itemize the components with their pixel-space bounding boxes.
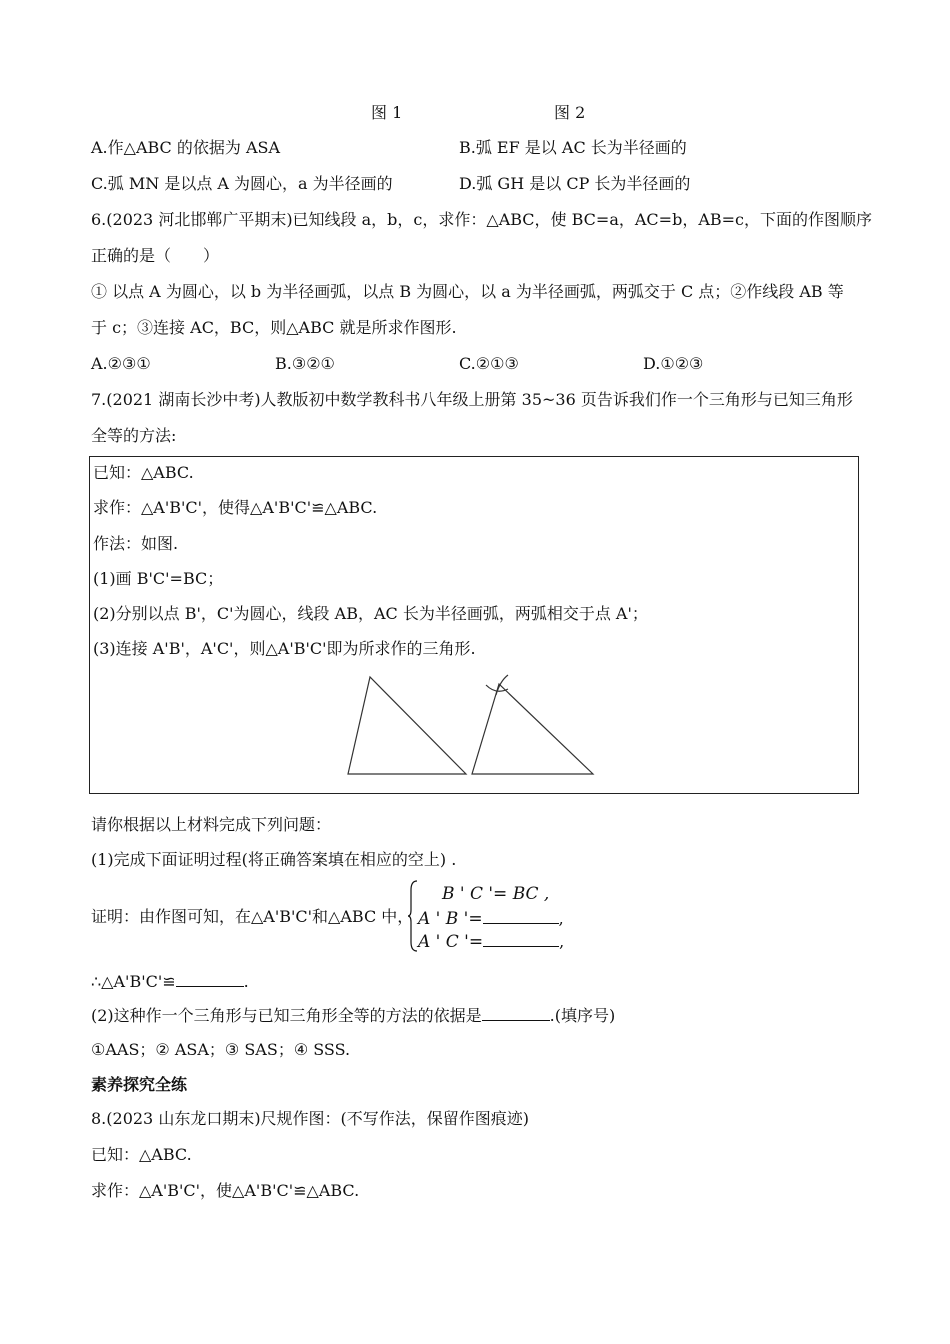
box-method: 作法：如图. [93,534,179,553]
system-brace [408,880,418,952]
q6-stem-line2: 正确的是（ ） [91,246,220,265]
triangle-a2b2c2 [472,684,593,774]
system-line-2-label: A ' B '= [418,909,483,929]
q7-instruction: 请你根据以上材料完成下列问题： [91,815,332,834]
q7-stem-line2: 全等的方法: [91,426,177,445]
box-known: 已知：△ABC. [93,463,194,482]
q5-option-b: B.弧 EF 是以 AC 长为半径画的 [459,138,687,157]
q6-steps-line1: ① 以点 A 为圆心，以 b 为半径画弧，以点 B 为圆心，以 a 为半径画弧，两弧交于 C 点；②作线段 AB 等 [91,282,844,301]
q7-choices: ①AAS；② ASA；③ SAS；④ SSS. [91,1040,351,1059]
blank-ac[interactable] [483,930,559,947]
figure-2-caption: 图 2 [554,103,586,122]
therefore-period: . [243,972,249,991]
q8-stem: 8.(2023 山东龙口期末)尺规作图：(不写作法，保留作图痕迹) [91,1109,530,1128]
q7-part1: (1)完成下面证明过程(将正确答案填在相应的空上) . [91,850,457,869]
box-step-2: (2)分别以点 B'，C'为圆心，线段 AB，AC 长为半径画弧，两弧相交于点 A'； [93,604,648,623]
construction-figure [330,665,620,795]
q5-option-c: C.弧 MN 是以点 A 为圆心，a 为半径画的 [91,174,393,193]
q7-stem-line1: 7.(2021 湖南长沙中考)人教版初中数学教科书八年级上册第 35~36 页告诉我们作一个三角形与已知三角形 [91,390,853,409]
system-line-2-comma: , [558,909,564,928]
figure-1-caption: 图 1 [371,103,403,122]
construction-arc-2 [496,675,508,695]
system-line-3-comma: , [559,932,565,951]
proof-prefix: 证明：由作图可知，在△A'B'C'和△ABC 中， [91,907,414,926]
q6-stem-line1: 6.(2023 河北邯郸广平期末)已知线段 a，b，c，求作：△ABC，使 BC=a，AC=b，AB=c，下面的作图顺序 [91,210,872,229]
box-step-1: (1)画 B'C'=BC； [93,569,224,588]
blank-ab[interactable] [483,907,559,924]
box-step-3: (3)连接 A'B'，A'C'，则△A'B'C'即为所求作的三角形. [93,639,476,658]
q6-option-d: D.①②③ [643,354,704,373]
q6-option-c: C.②①③ [459,354,519,373]
q6-steps-line2: 于 c；③连接 AC，BC，则△ABC 就是所求作图形. [91,318,457,337]
q8-known: 已知：△ABC. [91,1145,192,1164]
box-find: 求作：△A'B'C'，使得△A'B'C'≌△ABC. [93,498,378,517]
part2-prefix: (2)这种作一个三角形与已知三角形全等的方法的依据是 [91,1006,482,1025]
blank-basis[interactable] [482,1004,550,1021]
system-line-1: B ' C '= BC , [442,884,550,904]
q5-option-a: A.作△ABC 的依据为 ASA [91,138,281,157]
q5-option-d: D.弧 GH 是以 CP 长为半径画的 [459,174,691,193]
q6-option-b: B.③②① [275,354,335,373]
triangle-abc [348,677,466,774]
system-line-3-label: A ' C '= [418,932,484,952]
q8-find: 求作：△A'B'C'，使△A'B'C'≌△ABC. [91,1181,360,1200]
q6-option-a: A.②③① [91,354,151,373]
section-title: 素养探究全练 [91,1075,188,1094]
part2-suffix: .(填序号) [549,1006,616,1025]
therefore-text: ∴△A'B'C'≌ [91,972,176,991]
blank-congruent[interactable] [176,970,244,987]
